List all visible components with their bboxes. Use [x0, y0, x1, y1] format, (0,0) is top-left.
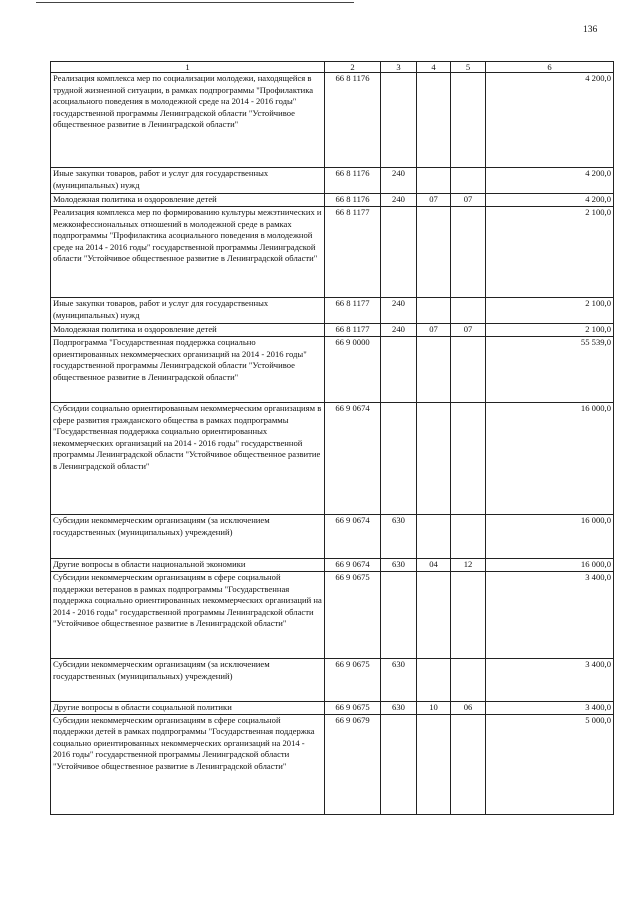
row-section	[417, 337, 451, 403]
row-subsection	[451, 168, 486, 194]
row-section: 07	[417, 194, 451, 207]
row-amount: 3 400,0	[486, 702, 614, 715]
table-row	[51, 168, 614, 194]
header-cell: 2	[325, 62, 381, 73]
row-target-article: 66 8 1176	[325, 168, 381, 194]
row-target-article: 66 8 1177	[325, 298, 381, 324]
row-expense-type: 240	[381, 168, 417, 194]
row-expense-type	[381, 403, 417, 515]
row-subsection	[451, 659, 486, 702]
table-row	[51, 194, 614, 207]
row-name: Молодежная политика и оздоровление детей	[51, 324, 325, 337]
table-row	[51, 515, 614, 559]
row-amount: 55 539,0	[486, 337, 614, 403]
row-section	[417, 659, 451, 702]
row-amount: 4 200,0	[486, 73, 614, 168]
row-expense-type	[381, 73, 417, 168]
row-subsection: 12	[451, 559, 486, 572]
row-expense-type: 240	[381, 298, 417, 324]
row-subsection	[451, 572, 486, 659]
row-target-article: 66 8 1176	[325, 73, 381, 168]
row-subsection	[451, 337, 486, 403]
row-expense-type	[381, 207, 417, 298]
header-cell: 1	[51, 62, 325, 73]
row-amount: 16 000,0	[486, 559, 614, 572]
row-name: Субсидии некоммерческим организациям (за исключением государственных (муниципальных) учреждений)	[51, 515, 325, 559]
row-section	[417, 515, 451, 559]
table-row	[51, 324, 614, 337]
row-name: Молодежная политика и оздоровление детей	[51, 194, 325, 207]
row-subsection	[451, 207, 486, 298]
row-target-article: 66 8 1176	[325, 194, 381, 207]
row-amount: 2 100,0	[486, 324, 614, 337]
table-row	[51, 207, 614, 298]
row-expense-type: 630	[381, 702, 417, 715]
row-target-article: 66 9 0000	[325, 337, 381, 403]
table-row	[51, 337, 614, 403]
header-cell: 6	[486, 62, 614, 73]
table-row	[51, 702, 614, 715]
row-section	[417, 298, 451, 324]
row-name: Иные закупки товаров, работ и услуг для государственных (муниципальных) нужд	[51, 298, 325, 324]
row-section: 07	[417, 324, 451, 337]
row-expense-type	[381, 572, 417, 659]
row-target-article: 66 8 1177	[325, 324, 381, 337]
row-section	[417, 714, 451, 814]
budget-table	[50, 61, 614, 815]
table-row	[51, 659, 614, 702]
row-section	[417, 168, 451, 194]
row-target-article: 66 8 1177	[325, 207, 381, 298]
top-rule	[36, 2, 354, 3]
row-name: Субсидии некоммерческим организациям в сфере социальной поддержки детей в рамках подпрограммы "Государственная поддержка социально ориентированных некоммерческих организаций на 2014 - 2016 годы" государственной программы Ленинградской области "Устойчивое общественное развитие в Ленинградской области"	[51, 714, 325, 814]
row-name: Субсидии некоммерческим организациям в сфере социальной поддержки ветеранов в рамках подпрограммы "Государственная поддержка социально ориентированных некоммерческих организаций на 2014 - 2016 годы" государственной программы Ленинградской области "Устойчивое общественное развитие в Ленинградской области"	[51, 572, 325, 659]
row-subsection: 06	[451, 702, 486, 715]
row-amount: 3 400,0	[486, 572, 614, 659]
row-name: Субсидии социально ориентированным некоммерческим организациям в сфере развития гражданского общества в рамках подпрограммы "Государственная поддержка социально ориентированных некоммерческих организаций на 2014 - 2016 годы" государственной программы Ленинградской области "Устойчивое общественное развитие в Ленинградской области"	[51, 403, 325, 515]
row-name: Иные закупки товаров, работ и услуг для государственных (муниципальных) нужд	[51, 168, 325, 194]
row-target-article: 66 9 0674	[325, 403, 381, 515]
table-row	[51, 403, 614, 515]
row-amount: 16 000,0	[486, 403, 614, 515]
header-cell: 4	[417, 62, 451, 73]
header-cell: 5	[451, 62, 486, 73]
row-amount: 4 200,0	[486, 168, 614, 194]
row-target-article: 66 9 0675	[325, 702, 381, 715]
row-expense-type: 630	[381, 515, 417, 559]
row-section: 04	[417, 559, 451, 572]
header-row	[51, 62, 614, 73]
row-amount: 5 000,0	[486, 714, 614, 814]
row-target-article: 66 9 0675	[325, 659, 381, 702]
row-subsection	[451, 515, 486, 559]
row-expense-type: 240	[381, 324, 417, 337]
row-amount: 4 200,0	[486, 194, 614, 207]
row-section	[417, 572, 451, 659]
row-expense-type: 240	[381, 194, 417, 207]
row-target-article: 66 9 0674	[325, 515, 381, 559]
table-row	[51, 714, 614, 814]
row-subsection: 07	[451, 324, 486, 337]
row-expense-type: 630	[381, 659, 417, 702]
row-expense-type	[381, 337, 417, 403]
row-name: Реализация комплекса мер по формированию культуры межэтнических и межконфессиональных отношений в молодежной среде в рамках подпрограммы "Профилактика асоциального поведения в молодежной среде на 2014 - 2016 годы" государственной программы Ленинградской области "Устойчивое общественное развитие в Ленинградской области"	[51, 207, 325, 298]
row-name: Другие вопросы в области национальной экономики	[51, 559, 325, 572]
row-name: Субсидии некоммерческим организациям (за исключением государственных (муниципальных) учреждений)	[51, 659, 325, 702]
row-amount: 3 400,0	[486, 659, 614, 702]
row-amount: 16 000,0	[486, 515, 614, 559]
row-section	[417, 73, 451, 168]
row-subsection	[451, 73, 486, 168]
row-name: Другие вопросы в области социальной политики	[51, 702, 325, 715]
row-amount: 2 100,0	[486, 207, 614, 298]
table-row	[51, 559, 614, 572]
table-row	[51, 298, 614, 324]
row-subsection	[451, 714, 486, 814]
row-name: Реализация комплекса мер по социализации молодежи, находящейся в трудной жизненной ситуации, в рамках подпрограммы "Профилактика асоциального поведения в молодежной среде на 2014 - 2016 годы" государственной программы Ленинградской области "Устойчивое общественное развитие в Ленинградской области"	[51, 73, 325, 168]
row-section	[417, 207, 451, 298]
row-section: 10	[417, 702, 451, 715]
table-row	[51, 73, 614, 168]
row-expense-type	[381, 714, 417, 814]
row-section	[417, 403, 451, 515]
row-subsection: 07	[451, 194, 486, 207]
row-amount: 2 100,0	[486, 298, 614, 324]
row-target-article: 66 9 0679	[325, 714, 381, 814]
row-subsection	[451, 298, 486, 324]
row-target-article: 66 9 0675	[325, 572, 381, 659]
row-name: Подпрограмма "Государственная поддержка социально ориентированных некоммерческих организаций на 2014 - 2016 годы" государственной программы Ленинградской области "Устойчивое общественное развитие в Ленинградской области"	[51, 337, 325, 403]
row-expense-type: 630	[381, 559, 417, 572]
table-row	[51, 572, 614, 659]
row-subsection	[451, 403, 486, 515]
row-target-article: 66 9 0674	[325, 559, 381, 572]
page-number: 136	[583, 25, 598, 35]
header-cell: 3	[381, 62, 417, 73]
